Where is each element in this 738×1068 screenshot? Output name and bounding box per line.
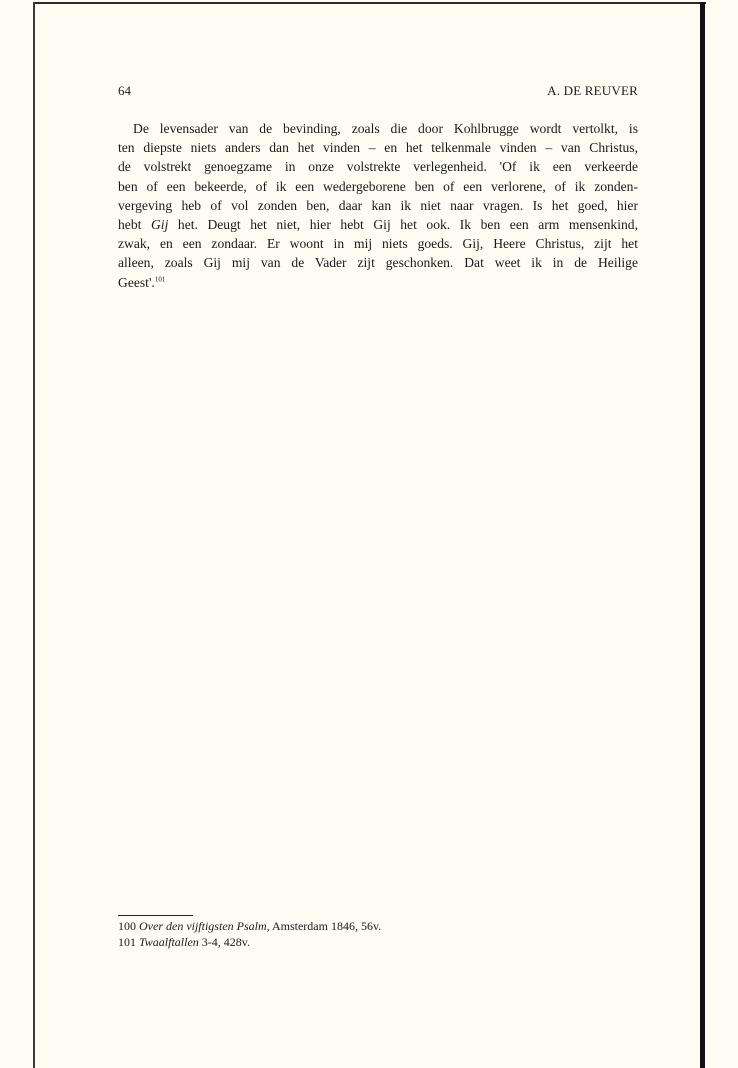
footnote-text: Amsterdam 1846, 56v. bbox=[269, 919, 382, 933]
body-line: de volstrekt genoegzame in onze volstrekte verlegenheid. 'Of ik een verkeerde bbox=[118, 159, 638, 175]
body-line bbox=[118, 215, 638, 234]
body-line-prefix: hebt bbox=[118, 217, 151, 233]
footnote-number: 101 bbox=[118, 935, 136, 949]
running-head: A. DE REUVER bbox=[547, 83, 638, 98]
body-line: alleen, zoals Gij mij van de Vader zijt geschonken. Dat weet ik in de Heilige bbox=[118, 255, 638, 271]
body-line: ten diepste niets anders dan het vinden – en het telkenmale vinden – van Christus, bbox=[118, 140, 638, 156]
scan-edge-right bbox=[700, 2, 705, 1068]
page-number: 64 bbox=[118, 83, 131, 98]
body-line bbox=[118, 273, 638, 292]
footnote-number: 100 bbox=[118, 919, 136, 933]
scan-edge-left bbox=[33, 2, 35, 1068]
body-line: ben of een bekeerde, of ik een wedergeborene ben of een verlorene, of ik zonden- bbox=[118, 178, 638, 194]
scan-edge-top bbox=[34, 2, 706, 4]
footnotes bbox=[118, 918, 638, 950]
body-line: De levensader van de bevinding, zoals die door Kohlbrugge wordt vertolkt, is bbox=[133, 121, 638, 136]
footnote-text: 3-4, 428v. bbox=[198, 935, 251, 949]
footnote-separator bbox=[118, 915, 193, 916]
footnote-title: Twaalftallen bbox=[139, 935, 199, 949]
body-line: zwak, en een zondaar. Er woont in mij niets goeds. Gij, Heere Christus, zijt het bbox=[118, 236, 638, 252]
footnote-100 bbox=[118, 918, 638, 934]
body-line: vergeving heb of vol zonden ben, daar kan ik niet naar vragen. Is het goed, hier bbox=[118, 197, 638, 213]
footnote-title: Over den vijftigsten Psalm, bbox=[139, 919, 270, 933]
body-line-rest: het. Deugt het niet, hier hebt Gij het ook. Ik ben een arm mensenkind, bbox=[168, 217, 638, 233]
emphasis-gij: Gij bbox=[150, 217, 169, 233]
body-paragraph bbox=[118, 119, 638, 292]
body-line-text: Geest'. bbox=[118, 274, 155, 290]
footnote-reference: 101 bbox=[154, 275, 166, 284]
footnote-101 bbox=[118, 934, 638, 950]
